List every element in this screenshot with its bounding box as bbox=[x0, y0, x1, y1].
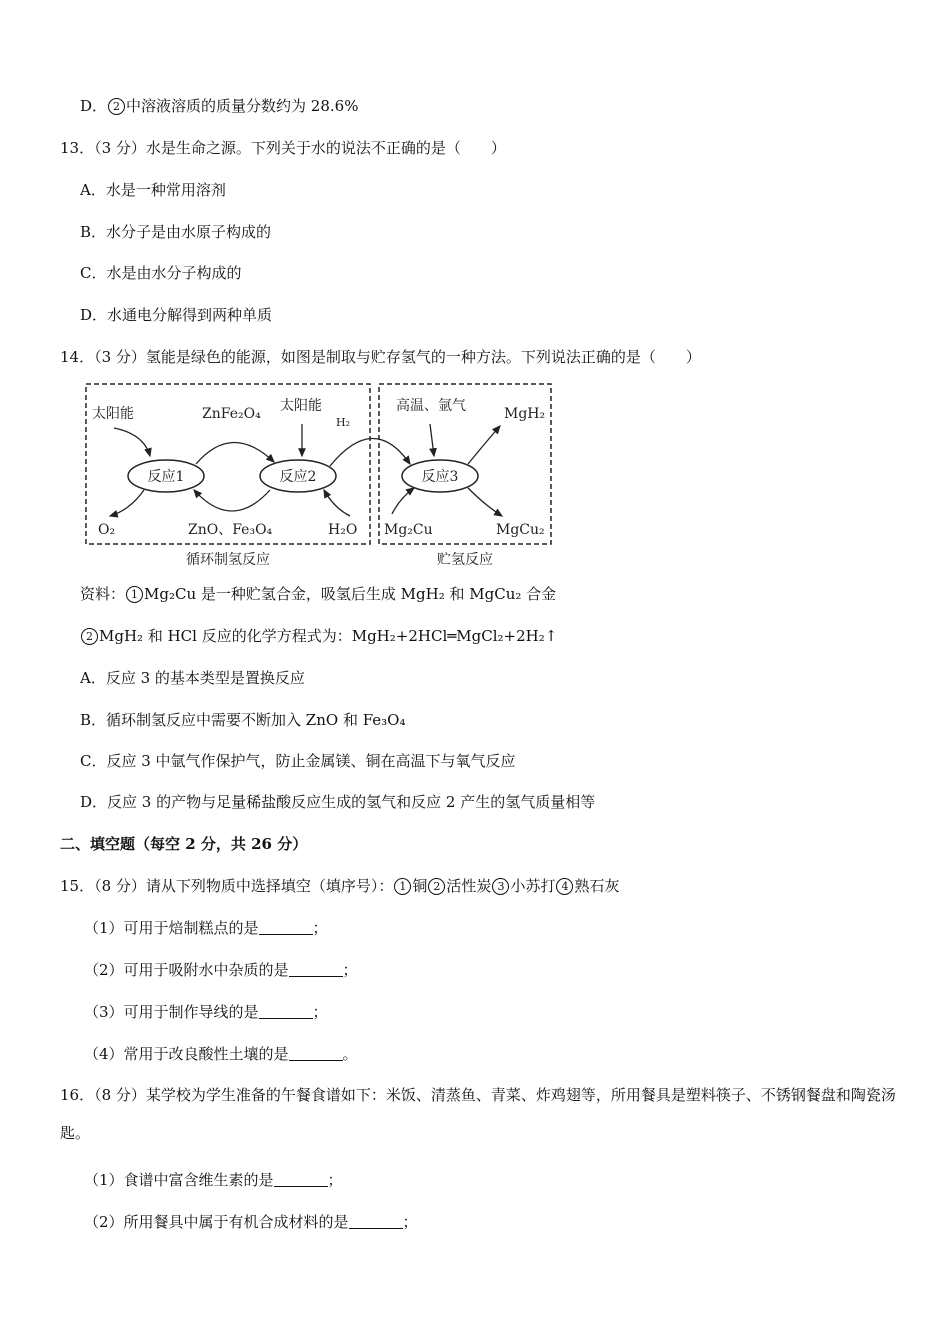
q16-sub-text: （2）所用餐具中属于有机合成材料的是 bbox=[84, 1213, 349, 1231]
q16-sub2 bbox=[84, 1212, 418, 1232]
circled-number: 2 bbox=[81, 628, 98, 645]
q14-info1 bbox=[80, 584, 556, 604]
arrow-r1-to-o2 bbox=[110, 490, 144, 516]
znfe2o4-label: ZnFe₂O₄ bbox=[202, 406, 261, 422]
reaction1-label: 反应1 bbox=[147, 469, 185, 485]
solar-energy-left-label: 太阳能 bbox=[92, 406, 134, 422]
q16-sub-text: （1）食谱中富含维生素的是 bbox=[84, 1171, 274, 1189]
zno-fe3o4-label: ZnO、Fe₃O₄ bbox=[188, 522, 273, 538]
high-temp-argon-label: 高温、氩气 bbox=[396, 398, 466, 414]
q16-sub-end: ； bbox=[402, 1213, 418, 1231]
arrow-h2o-to-r2 bbox=[324, 490, 350, 516]
q15-item: 活性炭 bbox=[446, 877, 492, 895]
mg2cu-label: Mg₂Cu bbox=[384, 522, 433, 538]
mgh2-label: MgH₂ bbox=[504, 406, 546, 422]
q15-sub-end: 。 bbox=[342, 1045, 358, 1063]
section2-title: 二、填空题（每空 2 分，共 26 分） bbox=[60, 835, 308, 853]
storage-reaction-caption: 贮氢反应 bbox=[437, 552, 493, 568]
q15-stem bbox=[60, 876, 619, 896]
q15-sub3 bbox=[84, 1002, 328, 1022]
arrow-solar-to-r1 bbox=[114, 428, 150, 456]
q15-sub-text: （1）可用于焙制糕点的是 bbox=[84, 919, 259, 937]
q14-option-a: A．反应 3 的基本类型是置换反应 bbox=[80, 669, 305, 687]
arrow-mg2cu-to-r3 bbox=[392, 488, 414, 514]
answer-blank[interactable] bbox=[349, 1214, 403, 1229]
arrow-argon-to-r3 bbox=[430, 424, 434, 456]
q14-info2 bbox=[80, 626, 557, 646]
answer-blank[interactable] bbox=[274, 1172, 328, 1187]
arrow-r1-to-r2 bbox=[196, 442, 274, 464]
q15-sub1 bbox=[84, 918, 328, 938]
q15-item: 小苏打 bbox=[510, 877, 556, 895]
q13-option-a: A．水是一种常用溶剂 bbox=[80, 181, 226, 199]
q16-sub1 bbox=[84, 1170, 343, 1190]
q12-option-d bbox=[80, 96, 358, 116]
q14-option-b: B．循环制氢反应中需要不断加入 ZnO 和 Fe₃O₄ bbox=[80, 711, 406, 729]
q16-sub-end: ； bbox=[327, 1171, 343, 1189]
q15-sub-end: ； bbox=[342, 961, 358, 979]
q15-item: 铜 bbox=[412, 877, 428, 895]
info-prefix: 资料： bbox=[80, 585, 126, 603]
q13-stem: 13．（3 分）水是生命之源。下列关于水的说法不正确的是（ ） bbox=[60, 139, 506, 157]
q15-sub2 bbox=[84, 960, 358, 980]
o2-label: O₂ bbox=[98, 522, 116, 538]
answer-blank[interactable] bbox=[259, 1004, 313, 1019]
hydrogen-production-diagram bbox=[84, 382, 556, 570]
reaction2-label: 反应2 bbox=[279, 469, 317, 485]
reaction3-label: 反应3 bbox=[421, 469, 459, 485]
circled-number: 1 bbox=[126, 586, 143, 603]
q15-stem-text: 15．（8 分）请从下列物质中选择填空（填序号）： bbox=[60, 877, 394, 895]
q15-sub-text: （4）常用于改良酸性土壤的是 bbox=[84, 1045, 289, 1063]
answer-blank[interactable] bbox=[289, 1046, 343, 1061]
q15-item: 熟石灰 bbox=[574, 877, 620, 895]
answer-blank[interactable] bbox=[289, 962, 343, 977]
circled-number: 4 bbox=[556, 878, 573, 895]
q13-option-c: C．水是由水分子构成的 bbox=[80, 264, 242, 282]
circled-number: 3 bbox=[492, 878, 509, 895]
q14-stem: 14．（3 分）氢能是绿色的能源，如图是制取与贮存氢气的一种方法。下列说法正确的是（ ） bbox=[60, 348, 701, 366]
arrow-r3-to-mgh2 bbox=[468, 426, 500, 464]
arrow-r2-to-r1 bbox=[194, 490, 270, 511]
circled-number: 1 bbox=[394, 878, 411, 895]
circled-number: 2 bbox=[428, 878, 445, 895]
q14-info1-text: Mg₂Cu 是一种贮氢合金，吸氢后生成 MgH₂ 和 MgCu₂ 合金 bbox=[144, 585, 557, 603]
q13-option-d: D．水通电分解得到两种单质 bbox=[80, 306, 273, 324]
q14-option-d: D．反应 3 的产物与足量稀盐酸反应生成的氢气和反应 2 产生的氢气质量相等 bbox=[80, 793, 596, 811]
answer-blank[interactable] bbox=[259, 920, 313, 935]
q16-stem: 16．（8 分）某学校为学生准备的午餐食谱如下：米饭、清蒸鱼、青菜、炸鸡翅等，所用餐具是塑料筷子、不锈钢餐盘和陶瓷汤匙。 bbox=[60, 1086, 896, 1142]
h2-label: H₂ bbox=[336, 416, 351, 429]
arrow-r3-to-mgcu2 bbox=[468, 488, 502, 516]
cycle-reaction-caption: 循环制氢反应 bbox=[186, 552, 270, 568]
q14-option-c: C．反应 3 中氩气作保护气，防止金属镁、铜在高温下与氧气反应 bbox=[80, 752, 516, 770]
circled-number: 2 bbox=[108, 98, 125, 115]
q15-sub-text: （3）可用于制作导线的是 bbox=[84, 1003, 259, 1021]
mgcu2-label: MgCu₂ bbox=[496, 522, 545, 538]
q15-sub-end: ； bbox=[312, 919, 328, 937]
q12-option-d-text: 中溶液溶质的质量分数约为 28.6% bbox=[126, 97, 359, 115]
q14-info2-text: MgH₂ 和 HCl 反应的化学方程式为：MgH₂+2HCl═MgCl₂+2H₂↑ bbox=[99, 627, 558, 645]
q15-sub-end: ； bbox=[312, 1003, 328, 1021]
h2o-label: H₂O bbox=[328, 522, 358, 538]
q13-option-b: B．水分子是由水原子构成的 bbox=[80, 223, 272, 241]
q15-sub-text: （2）可用于吸附水中杂质的是 bbox=[84, 961, 289, 979]
q12-option-d-prefix: D． bbox=[80, 97, 108, 115]
q15-sub4 bbox=[84, 1044, 358, 1064]
solar-energy-mid-label: 太阳能 bbox=[280, 398, 322, 414]
